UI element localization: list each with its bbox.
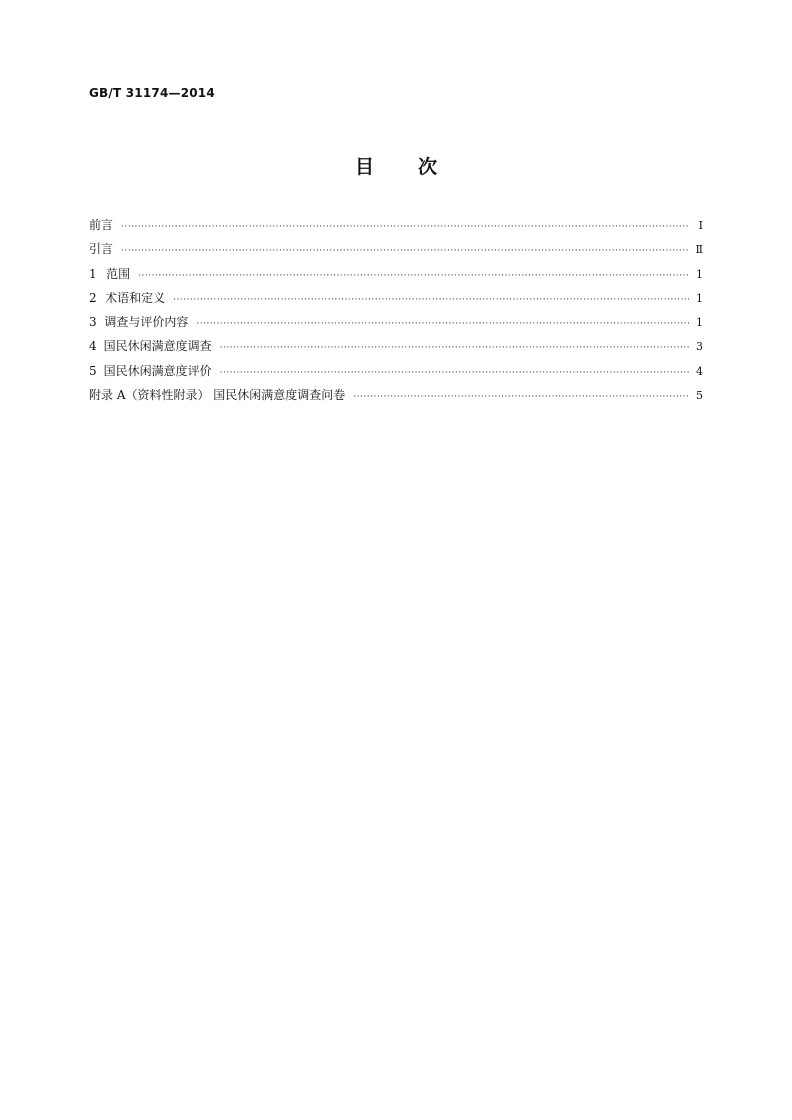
toc-leader (173, 295, 689, 305)
toc-section-number: 5 (89, 363, 97, 378)
toc-page-number: 4 (696, 364, 703, 378)
toc-label: 引言 (89, 242, 114, 257)
toc-leader (220, 343, 689, 353)
toc-entry-terms[interactable] (89, 289, 703, 313)
toc-leader (138, 271, 689, 281)
toc-entry-evaluation[interactable] (89, 362, 703, 386)
toc-leader (121, 246, 689, 256)
toc-label: 调查与评价内容 (104, 315, 189, 330)
toc-leader (196, 319, 689, 329)
title-char-1: 目 (354, 156, 374, 178)
toc-label: 前言 (89, 218, 114, 232)
toc-leader (353, 392, 689, 402)
table-of-contents (89, 216, 703, 410)
toc-section-number: 2 (89, 290, 97, 305)
toc-page-number: 3 (696, 340, 703, 354)
toc-page-number: 1 (696, 267, 703, 281)
toc-entry-foreword[interactable] (89, 216, 703, 240)
toc-label: 国民休闲满意度评价 (103, 363, 212, 378)
title-char-2: 次 (418, 156, 438, 178)
toc-section-number: 4 (89, 339, 97, 354)
toc-label: 附录 A（资料性附录） 国民休闲满意度调查问卷 (89, 388, 346, 403)
toc-leader (220, 368, 689, 378)
toc-label: 术语和定义 (105, 290, 166, 305)
toc-entry-survey[interactable] (89, 337, 703, 361)
toc-page-number: 5 (696, 389, 703, 403)
toc-entry-survey-content[interactable] (89, 313, 703, 337)
standard-code: GB/T 31174—2014 (89, 86, 215, 100)
toc-label: 国民休闲满意度调查 (103, 339, 212, 354)
toc-entry-introduction[interactable] (89, 240, 703, 264)
page-title (0, 152, 792, 179)
toc-page-number: Ⅰ (698, 219, 703, 232)
toc-label: 范围 (106, 266, 131, 281)
toc-leader (121, 222, 689, 232)
toc-entry-scope[interactable] (89, 265, 703, 289)
toc-page-number: Ⅱ (695, 243, 703, 257)
toc-page-number: 1 (696, 291, 703, 305)
toc-section-number: 1 (89, 266, 97, 281)
toc-page-number: 1 (696, 316, 703, 330)
toc-section-number: 3 (89, 315, 97, 330)
toc-entry-appendix-a[interactable] (89, 386, 703, 410)
